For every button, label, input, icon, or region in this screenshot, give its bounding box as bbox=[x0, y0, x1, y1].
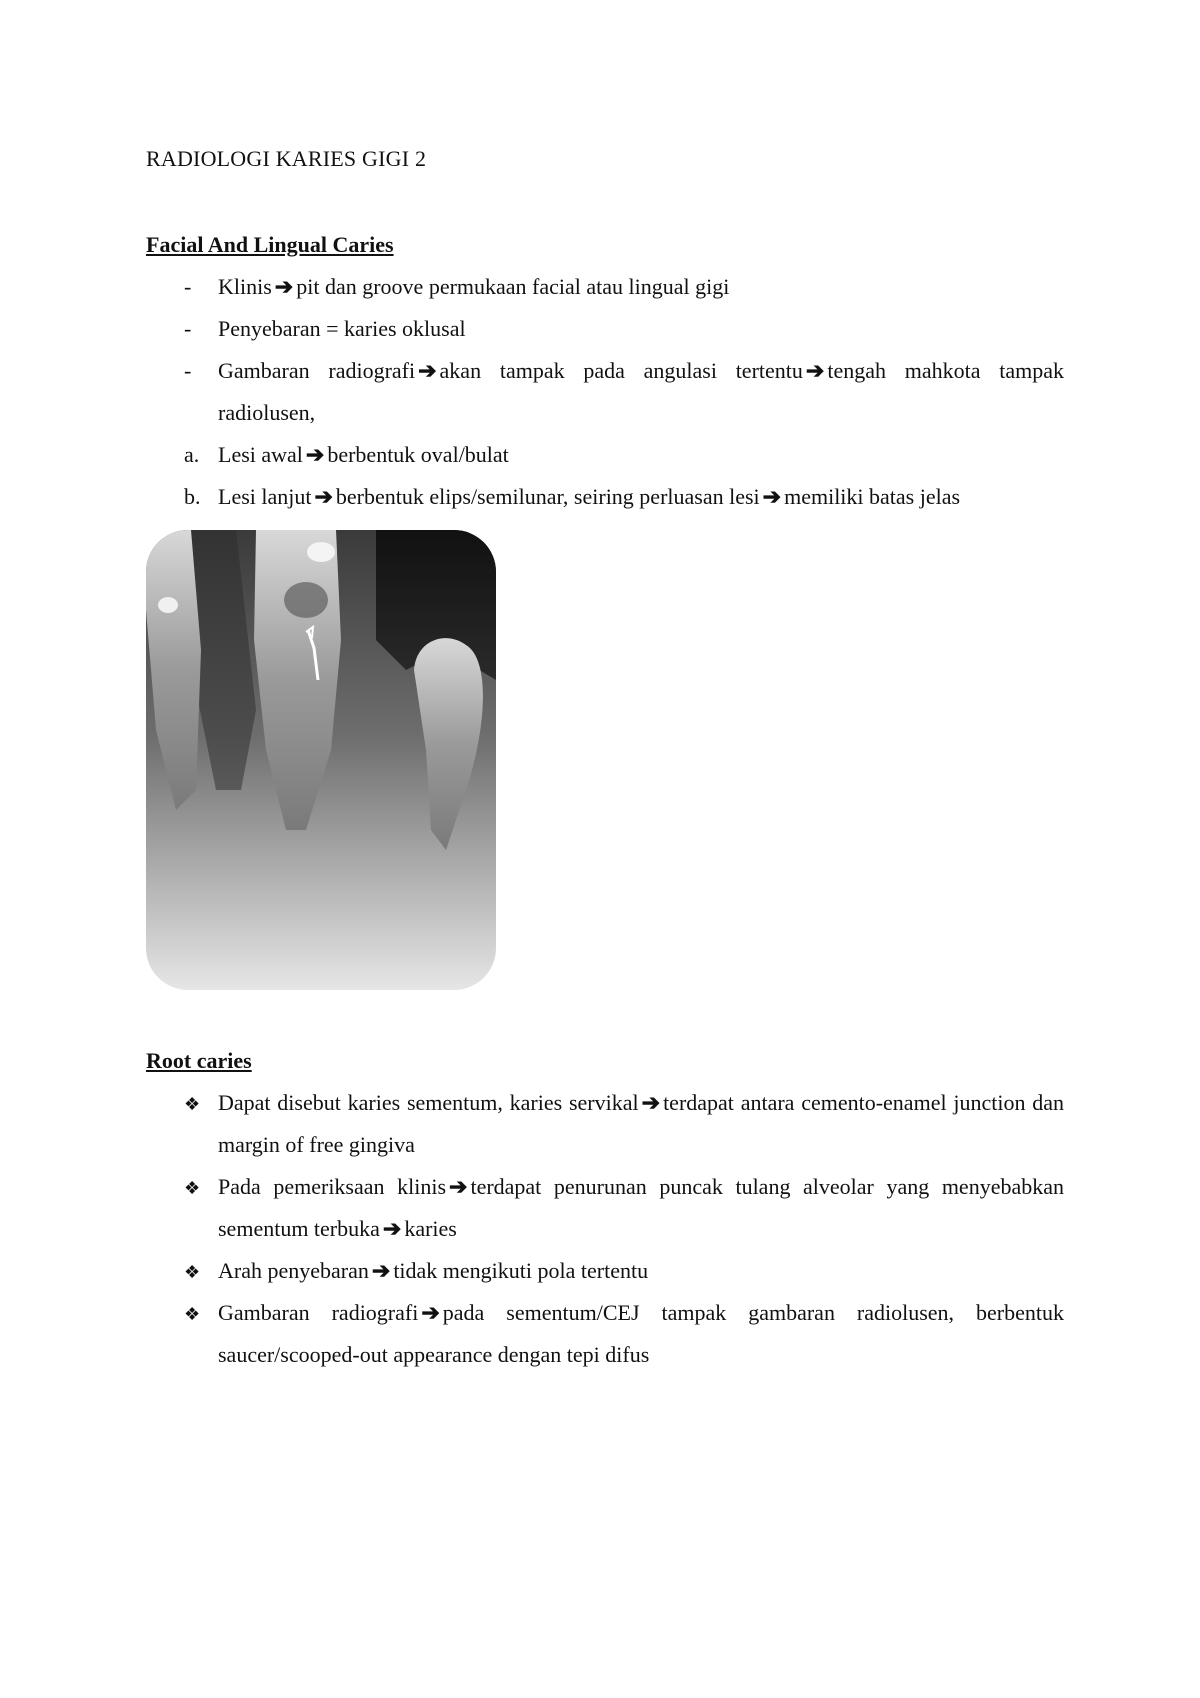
list-item-text: Klinis ➔ pit dan groove permukaan facial atau lingual gigi bbox=[218, 266, 1064, 308]
list-item bbox=[146, 350, 1064, 434]
xray-graphic bbox=[146, 530, 496, 990]
section-heading-facial-lingual: Facial And Lingual Caries bbox=[146, 232, 394, 257]
list-item bbox=[146, 476, 1064, 518]
document-title: RADIOLOGI KARIES GIGI 2 bbox=[146, 146, 427, 171]
section-heading-root-caries: Root caries bbox=[146, 1048, 252, 1073]
diamond-bullet-icon: ❖ bbox=[184, 1094, 201, 1114]
arrow-icon: ➔ bbox=[762, 484, 782, 509]
list-item bbox=[146, 266, 1064, 308]
arrow-icon: ➔ bbox=[449, 1174, 468, 1199]
dash-bullet: - bbox=[184, 274, 192, 299]
arrow-icon: ➔ bbox=[371, 1258, 391, 1283]
arrow-icon: ➔ bbox=[274, 274, 294, 299]
arrow-icon: ➔ bbox=[418, 358, 437, 383]
list-item-text: Arah penyebaran ➔ tidak mengikuti pola tertentu bbox=[218, 1250, 1064, 1292]
arrow-icon: ➔ bbox=[421, 1300, 440, 1325]
list-item-text: Lesi lanjut ➔ berbentuk elips/semilunar, seiring perluasan lesi ➔ memiliki batas jelas bbox=[218, 476, 1064, 518]
list-item-text: Lesi awal ➔ berbentuk oval/bulat bbox=[218, 434, 1064, 476]
diamond-bullet-icon: ❖ bbox=[184, 1304, 201, 1324]
list-item bbox=[146, 434, 1064, 476]
list-item-text: Gambaran radiografi ➔ pada sementum/CEJ tampak gambaran radiolusen, berbentuk saucer/scooped-out appearance dengan tepi difus bbox=[218, 1292, 1064, 1376]
diamond-bullet-icon: ❖ bbox=[184, 1262, 201, 1282]
list-item-text: Pada pemeriksaan klinis ➔ terdapat penurunan puncak tulang alveolar yang menyebabkan sementum terbuka ➔ karies bbox=[218, 1166, 1064, 1250]
list-item bbox=[146, 1166, 1064, 1250]
list-item bbox=[146, 308, 1064, 350]
arrow-icon: ➔ bbox=[641, 1090, 661, 1115]
arrow-icon: ➔ bbox=[805, 358, 825, 383]
dash-bullet: - bbox=[184, 316, 192, 341]
dash-bullet: - bbox=[184, 358, 192, 383]
list-item bbox=[146, 1250, 1064, 1292]
arrow-icon: ➔ bbox=[314, 484, 333, 509]
arrow-icon: ➔ bbox=[305, 442, 325, 467]
arrow-icon: ➔ bbox=[382, 1216, 402, 1241]
letter-marker: a. bbox=[184, 442, 200, 467]
diamond-bullet-icon: ❖ bbox=[184, 1178, 201, 1198]
list-item-text: Penyebaran = karies oklusal bbox=[218, 316, 466, 341]
list-item-text: Gambaran radiografi ➔ akan tampak pada angulasi tertentu ➔ tengah mahkota tampak radiolusen, bbox=[218, 350, 1064, 434]
letter-marker: b. bbox=[184, 484, 201, 509]
list-item bbox=[146, 1292, 1064, 1376]
dental-xray-image bbox=[146, 530, 496, 990]
list-item-text: Dapat disebut karies sementum, karies servikal ➔ terdapat antara cemento-enamel junction dan margin of free gingiva bbox=[218, 1082, 1064, 1166]
list-item bbox=[146, 1082, 1064, 1166]
